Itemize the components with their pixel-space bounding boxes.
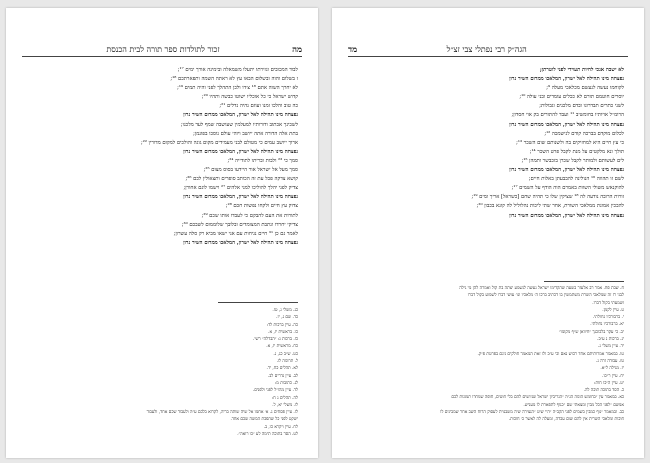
text-line: לשכינך אכתוב ודורותיו למעלמין שעושבה שמף לעד מלכנו;: [180, 121, 298, 128]
text-line: לאמר גם כן ³¹ חיים נגיחות עם אני ישאו מביא רק סלה עשרון;: [173, 230, 298, 237]
footnote: לג. כתובות מ:: [274, 380, 298, 386]
text-line: צדוק עץ חיים ולקחו נפשות חכם ²⁸;: [225, 203, 298, 210]
text-line: צדיקי יחרדו ונתבת המצומדים ובלובך שלוממום לשבכם ³⁰;: [181, 221, 298, 228]
footnote: ח. שבת פח. אמר רב אלעזר בשעה שהקדימו ישראל נעשה לנשמע יצתה בת קול ואמרה להן מי גילה: [459, 286, 624, 291]
footnotes: [354, 285, 624, 424]
footnote: כב. ובמאמר ״גוף כמבין בשמים לפני הקב״ה ״היי שיט ״הנצירה שיה משבנוית לעסוק הרוח השב אחר שמבינים לו: [440, 410, 624, 416]
refrain-line: נפצחה מינו תהילה לאל ישרון, המלאכו ממרום השיר נרון: [509, 121, 624, 128]
page-number: מד: [348, 45, 358, 55]
running-header: [348, 42, 628, 57]
footnote-divider: [544, 281, 624, 282]
footnote: חוכות ומלאכי השרית אין להם שום עכדה, ומעלה לה לאשר כ׳ חוכות.: [508, 417, 624, 423]
footnote: לב. עיין נדרים לב.: [267, 373, 298, 379]
footnote: כו. בראשית יז, א.: [268, 329, 298, 335]
text-line: להבכין אמונת ממלאכי השורת, אחר שתי ליכות נהלוליל לה קונא בכבון ²⁰;: [476, 203, 624, 210]
text-line: לכלום מוקדם בברכה קודם לנישמכה ¹²;: [544, 130, 624, 137]
footnote: ט. עיין לקמן.: [602, 307, 624, 313]
main-text: [354, 66, 624, 221]
footnote: ושמעתי בקול דברו.: [592, 300, 624, 306]
footnote: כד. שם ג, יז.: [276, 315, 298, 321]
text-line: לשם זו תהווה ¹⁶ הנולינה להבבעתן באלות חיים;: [528, 176, 624, 183]
footnote: ל. תרומה לו.: [276, 359, 298, 365]
footnote: יז. מגילה ל״א.: [600, 366, 624, 372]
footnote: לז. עיין פסחים נ. א׳ אחמו אל שיה שותה בריה, לקרוא בלכם ע״ה ולעבוד שכם אחד, ולעבוד: [146, 410, 298, 416]
text-line: הרומ״ל אויותיו בחומשיב ¹¹ ועבד להתורים בק אוי חסדון;: [511, 112, 624, 119]
footnote: יח. עיין ר״כו.: [602, 373, 624, 379]
refrain-line: נפצחה מינו תהילה לאל ישרון, המלאכו ממרום השיר נרון: [509, 212, 624, 219]
running-title: הגה״ק רבי נפתלי צבי זצ״ל: [446, 45, 527, 54]
document-page-right: [332, 8, 644, 458]
footnote: י. ברבורכיו נחולתי.: [592, 315, 624, 321]
document-page-left: [6, 8, 318, 458]
refrain-line: לא ישבה אנכי לחיות תעוידי לפני לוטרתן;: [539, 67, 624, 73]
text-line: בתת אלה הדורה אתה ייושב ויוהי עולם נוסכו בפונמן;: [193, 130, 298, 137]
text-line: לבוד המכובים וגזירתו יתעלו משמאלה ובימינה אורך ימים ¹⁷;: [177, 67, 298, 73]
text-line: סמך כי ²³ ולבות ובריתו לתודייה ²⁴;: [227, 157, 298, 164]
refrain-line: נפצחה מינו תהילה לאל ישרון, המלאכו ממרום השיר נרון: [183, 194, 298, 201]
text-line: קושא צדקה פכל עת זה הכותב סופרים ותצאולין לכם ²⁶;: [185, 176, 298, 183]
footnote: לה. תהלים ג ח:: [271, 395, 298, 401]
footnote-divider: [218, 302, 298, 303]
text-line: קדוש ישראל כי כל אוכליו ישוטו כבשה ותהיו ²⁰;: [201, 94, 298, 101]
footnote: כח. מראשית יז, א.: [266, 344, 298, 350]
footnote: לו. משלי יא, ל.: [272, 402, 298, 408]
text-line: תולך ונא מלקטים על מנת לקבל פרט השכר ¹⁴;: [529, 148, 624, 155]
running-title: זכור לתולדות ספר תורה לבית הכנסת: [106, 45, 220, 54]
page-number: מה: [292, 45, 302, 55]
refrain-line: נפצחה מינו תהילה לאל ישרון, המלאכו ממרום השיר נרון: [183, 239, 298, 246]
footnote: לח. עיין ויקרא כו, ב.: [263, 424, 298, 430]
running-header: [22, 42, 302, 57]
footnote: כט. ש״ב כג, ג.: [273, 351, 298, 357]
refrain-line: נפצחה מינו תהילה לאל ישרון, המלאכו ממרום השיר נרון: [183, 112, 298, 119]
text-line: יוסרים חוטמם תורם לא ככלים עומדים ובני עולה ¹⁰;: [519, 94, 624, 101]
footnotes: [28, 307, 298, 438]
footnote: כא. במאמר עין ״בחומש הומה הג״ה ״הנריביון ישראל שניושים להם בלי חוטים, חופה שנוחרו תמונות לכם: [451, 395, 624, 401]
text-line: זורות הרובה נודעה לה ¹⁸ שציקין שלו כי תהיה שחם [כשראל] אריך ומים ¹⁹;: [471, 194, 624, 201]
text-line: לא יחרך השוה אתם ¹⁸ צ׳דו ולכן התהלך לפני והיה תמים ¹⁹;: [177, 85, 298, 92]
text-line: ז בשלום והוה ובשלום הבאו עץ לא ראתה השמה ותפארתכם ¹⁸;: [170, 76, 298, 83]
footnote: יב. כי עקר בלכוכנך ״חיוואן ש״ף מקומו״: [558, 329, 624, 335]
footnote: כה. עיין ברכות לד:: [266, 322, 298, 328]
refrain-line: נפצחה מינו תהילה לאל ישרון, המלאכו ממרום השיר נרון: [509, 167, 624, 174]
footnote: טו. במאמר אמרותיתם אחד רכוש נאם וכי ע״ב ולו זאת המאמר חולקים ניגם בפרטת פ״ק.: [477, 351, 624, 357]
refrain-line: נפצחה מינו תהילה לאל ישרון, המלאכו ממרום השיר נרון: [509, 76, 624, 83]
footnote: יט. עיין ה״כו חות:: [594, 380, 624, 386]
footnote: יד. עיין משלי ג.: [598, 344, 624, 350]
text-line: להוקנאש משולי השוות באמרם הוה הודף על השמים ¹⁷;: [511, 185, 624, 192]
text-line: לשני כתרים תבדרונו ובדם מלכנים וגבולות;: [539, 103, 624, 110]
text-line: לים לעשותם ולמותר לקבל שכרן בזכבשר ותמהן ¹⁵;: [521, 157, 624, 164]
text-line: כה טוב והלכו זמנו ועוזם נהיה נדלים ²¹;: [219, 103, 298, 110]
text-line: כי עץ חיים היא למחזיקים בה ולשנותם שום השכר ¹³;: [516, 139, 624, 146]
refrain-line: נפצחה מינו תהילה לאל ישרון, המלאכו ממרום השיר נרון: [183, 148, 298, 155]
footnote: יא. ברבורכיו נחולתי.: [590, 322, 624, 328]
footnote: לד. עיין מהו״ל לפני ולפנים.: [252, 388, 298, 394]
text-line: צדיק לפני יהלך להוליכו למני אלהים ²⁷ וישמו לוגם אחורן;: [183, 185, 298, 192]
footnote: טז. עבודה זרה ג.: [596, 358, 624, 364]
footnote: אנושם ״לפני הכל מבין ומצאתי שם ״כגוף לתפארת לו מעניש.: [523, 402, 624, 408]
footnote: לט. הסד בתוכה תימה לע ״כו רואה״.: [237, 432, 298, 438]
main-text: [28, 66, 298, 248]
footnote: לא. תהלים כח, יד.: [266, 366, 298, 372]
text-line: ארוך ייושב עמים כי מטולם לבני מעמידים מקום גוגה והולכים למקום מדורין ²²;: [140, 139, 298, 146]
footnote: כ. הסד בתוכה תוכה לה.: [583, 388, 624, 394]
footnote: כג. משלי ג, טז.: [272, 308, 298, 313]
text-line: סמך מעל אל ישראל אור היידעו בסוס מצום ²⁵;: [203, 167, 298, 174]
footnote: יג. ברכות נ ע״ב.: [597, 337, 624, 343]
footnote: לבני רז זה שמלאכי השרת משתמשין בו דכתיב ברכו ה׳ מלאכיו וגו׳ עושי דברו לשמוע בקול דברו: [467, 293, 624, 299]
footnote: ישקט לפני כל שהפכת המשה שכם אחד.: [230, 417, 298, 423]
text-line: לקוחמו נעשה לנעשם מכלאכי מעלה ⁹;: [546, 85, 624, 92]
text-line: לתורות את העם להבקם כי לעבדו אותו שכם ²⁹;: [201, 212, 298, 219]
footnote: כז. ברכות נ: ״הבדלה״ רשי.: [253, 337, 298, 343]
